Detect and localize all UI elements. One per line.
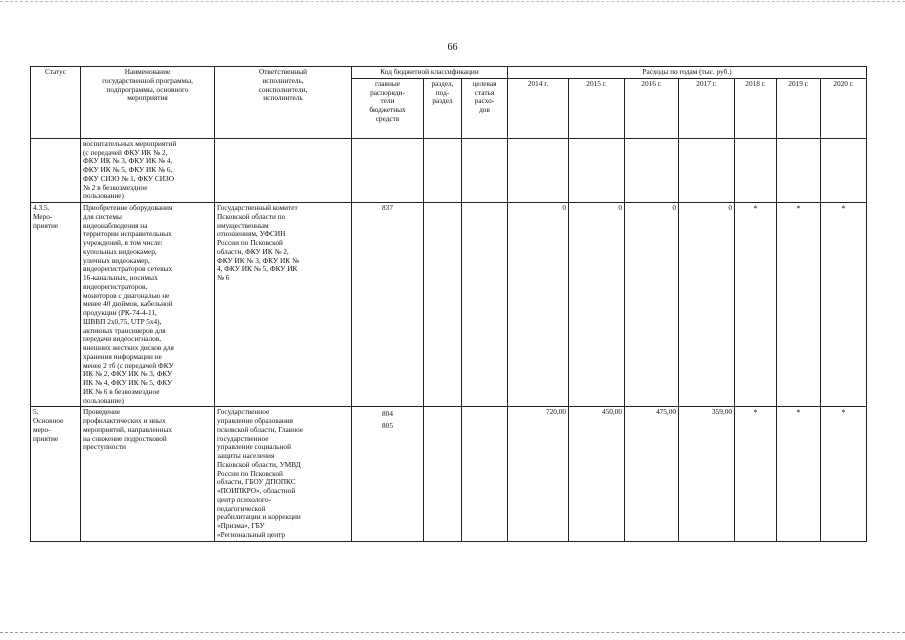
header-year-2018: 2018 г.: [735, 78, 777, 138]
value-2015-cell: 0: [569, 203, 625, 407]
name-cell: Проведение профилактических и иных мероприятий, направленных на снижение подростковой преступности: [81, 407, 215, 541]
header-section: раздел, под- раздел: [424, 78, 462, 138]
responsible-cell: [215, 138, 352, 202]
value-2019-cell: [777, 138, 821, 202]
value-2015-cell: [569, 138, 625, 202]
value-2018-cell: *: [735, 407, 777, 541]
header-row-1: [31, 67, 867, 79]
table-row: [31, 203, 867, 407]
budget-table: [30, 66, 867, 542]
table-row: [31, 407, 867, 541]
header-expenses: Расходы по годам (тыс. руб.): [508, 67, 867, 79]
section-cell: [424, 203, 462, 407]
scan-edge-bottom: [0, 632, 905, 633]
value-2014-cell: [508, 138, 569, 202]
value-2019-cell: *: [777, 203, 821, 407]
status-cell: [31, 138, 81, 202]
target-article-cell: [462, 407, 508, 541]
header-name: Наименование государственной программы, подпрограммы, основного мероприятия: [81, 67, 215, 139]
header-main-manager: главные распоряди- тели бюджетных средств: [352, 78, 424, 138]
value-2020-cell: *: [821, 407, 867, 541]
target-article-cell: [462, 138, 508, 202]
page-number: 66: [447, 42, 458, 53]
value-2019-cell: *: [777, 407, 821, 541]
value-2018-cell: [735, 138, 777, 202]
responsible-cell: Государственное управление образования псковской области, Главное государственное управление социальной защиты населения Псковской области, УМВД России по Псковской области, ГБОУ ДПОПКС «ПОИПКРО», областной центр психолого- педагогической реабилитации и коррекции «Призма», ГБУ «Региональный центр: [215, 407, 352, 541]
main-manager-cell: 804 805: [352, 407, 424, 541]
status-cell: 5. Основное меро- приятие: [31, 407, 81, 541]
name-cell: Приобретение оборудования для системы видеонаблюдения на территории исправительных учреждений, в том числе: купольных видеокамер, уличных видеокамер, видеорегистраторов сетевых 16-канальных, носимых видеорегистраторов, мониторов с диагональю не менее 40 дюймов, кабельной продукции (РК-74-4-11, ШВВП 2х0,75, UTP 5х4), активных трансиверов для передачи видеосигналов, внешних жестких дисков для хранения информации не менее 2 тб (с передачей ФКУ ИК № 2, ФКУ ИК № 3, ФКУ ИК № 4, ФКУ ИК № 5, ФКУ ИК № 6 в безвозмездное пользование): [81, 203, 215, 407]
scan-edge-top: [0, 1, 905, 2]
value-2020-cell: *: [821, 203, 867, 407]
target-article-cell: [462, 203, 508, 407]
main-manager-cell: [352, 138, 424, 202]
header-year-2016: 2016 г.: [625, 78, 679, 138]
header-year-2015: 2015 г.: [569, 78, 625, 138]
value-2017-cell: 359,00: [679, 407, 735, 541]
header-status: Статус: [31, 67, 81, 139]
value-2017-cell: 0: [679, 203, 735, 407]
value-2016-cell: 475,00: [625, 407, 679, 541]
header-year-2019: 2019 г.: [777, 78, 821, 138]
header-year-2020: 2020 г.: [821, 78, 867, 138]
section-cell: [424, 138, 462, 202]
value-2014-cell: 0: [508, 203, 569, 407]
value-2016-cell: 0: [625, 203, 679, 407]
header-year-2017: 2017 г.: [679, 78, 735, 138]
name-cell: воспитательных мероприятий (с передачей ФКУ ИК № 2, ФКУ ИК № 3, ФКУ ИК № 4, ФКУ ИК № 5, ФКУ ИК № 6, ФКУ СИЗО № 1, ФКУ СИЗО № 2 в безвозмездное пользование): [81, 138, 215, 202]
header-responsible: Ответственный исполнитель, соисполнители, исполнитель: [215, 67, 352, 139]
status-cell: 4.3.5. Меро- приятие: [31, 203, 81, 407]
value-2014-cell: 720,00: [508, 407, 569, 541]
value-2015-cell: 450,00: [569, 407, 625, 541]
main-manager-cell: 837: [352, 203, 424, 407]
responsible-cell: Государственный комитет Псковской области по имущественным отношениям, УФСИН России по Псковской области, ФКУ ИК № 2, ФКУ ИК № 3, ФКУ ИК № 4, ФКУ ИК № 5, ФКУ ИК № 6: [215, 203, 352, 407]
header-target-article: целевая статья расхо- дов: [462, 78, 508, 138]
value-2020-cell: [821, 138, 867, 202]
header-budget-code: Код бюджетной классификации: [352, 67, 508, 79]
value-2017-cell: [679, 138, 735, 202]
section-cell: [424, 407, 462, 541]
value-2016-cell: [625, 138, 679, 202]
table-row: [31, 138, 867, 202]
value-2018-cell: *: [735, 203, 777, 407]
header-year-2014: 2014 г.: [508, 78, 569, 138]
